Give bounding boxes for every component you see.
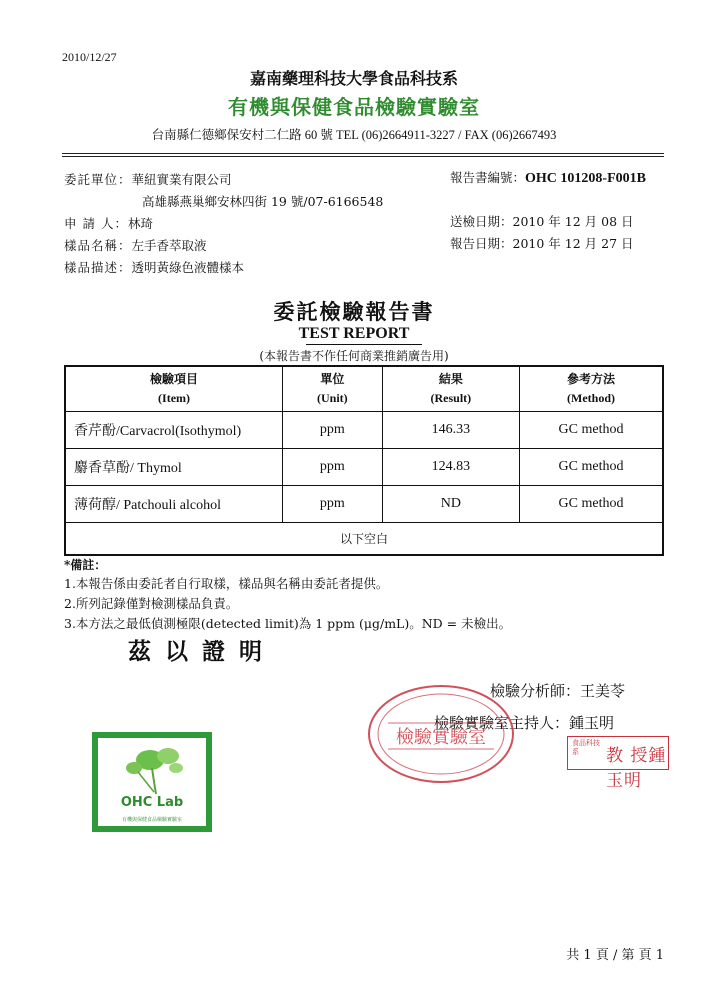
table-blank-row xyxy=(65,523,663,556)
table-row xyxy=(65,486,663,523)
sample-desc-row xyxy=(64,258,244,276)
sample-desc-value: 透明黃綠色液體樣本 xyxy=(131,260,245,275)
cell-method: GC method xyxy=(520,486,663,523)
lab-address: 台南縣仁德鄉保安村二仁路 60 號 TEL (06)2664911-3227 / FAX (06)2667493 xyxy=(151,128,557,142)
report-number-row xyxy=(450,168,646,187)
header-unit: 單位 (Unit) xyxy=(283,366,383,412)
sent-date-row xyxy=(450,212,634,230)
table-row xyxy=(65,412,663,449)
report-title-cn: 委託檢驗報告書 xyxy=(273,299,435,324)
report-notice: (本報告書不作任何商業推銷廣告用) xyxy=(259,349,449,363)
blank-note: 以下空白 xyxy=(65,523,663,556)
sample-name-row xyxy=(64,236,207,254)
seal-name: 教 授鍾玉明 xyxy=(606,746,667,791)
logo-subtext: 有機與保健食品檢驗實驗室 xyxy=(121,817,182,823)
client-unit-row xyxy=(64,170,232,188)
cell-item: 香芹酚/Carvacrol(Isothymol) xyxy=(65,412,283,449)
analyst-signature: 檢驗分析師：王美苓 xyxy=(490,682,626,700)
certification-text: 茲以證明 xyxy=(128,638,276,665)
header-method: 參考方法 (Method) xyxy=(520,366,663,412)
applicant-row xyxy=(64,214,153,232)
cell-result: 146.33 xyxy=(382,412,519,449)
client-unit-label: 委託單位： xyxy=(64,172,132,187)
header-divider-top xyxy=(62,153,664,154)
applicant-value: 林琦 xyxy=(127,216,153,231)
note-item: 1.本報告係由委託者自行取樣，樣品與名稱由委託者提供。 xyxy=(64,576,389,591)
note-item: 2.所列記錄僅對檢測樣品負責。 xyxy=(64,596,239,611)
lab-name: 有機與保健食品檢驗實驗室 xyxy=(228,95,480,119)
cell-result: 124.83 xyxy=(382,449,519,486)
cell-unit: ppm xyxy=(283,449,383,486)
report-date: 2010/12/27 xyxy=(62,50,117,64)
title-underline xyxy=(306,344,422,345)
report-date-row xyxy=(450,234,634,252)
sent-date-value: 2010 年 12 月 08 日 xyxy=(512,214,634,229)
ohc-lab-logo xyxy=(92,732,212,832)
report-date-value: 2010 年 12 月 27 日 xyxy=(512,236,634,251)
client-address: 高雄縣燕巢鄉安林四街 19 號/07-6166548 xyxy=(142,194,384,209)
department-name: 嘉南藥理科技大學食品科技系 xyxy=(249,69,458,88)
sprout-icon xyxy=(98,738,206,796)
sample-desc-label: 樣品描述： xyxy=(64,260,132,275)
cell-item: 麝香草酚/ Thymol xyxy=(65,449,283,486)
header-result: 結果 (Result) xyxy=(382,366,519,412)
applicant-label: 申 請 人： xyxy=(64,216,128,231)
report-date-label: 報告日期： xyxy=(450,236,513,251)
header-divider-bottom xyxy=(62,156,664,157)
page-number: 共 1 頁 / 第 頁 1 xyxy=(566,948,664,963)
cell-method: GC method xyxy=(520,449,663,486)
notes-heading: *備註： xyxy=(64,558,107,572)
client-unit-value: 華紐實業有限公司 xyxy=(131,172,232,187)
supervisor-signature: 檢驗實驗室主持人：鍾玉明 xyxy=(434,714,615,732)
sample-name-value: 左手香萃取液 xyxy=(131,238,207,253)
report-title-en: TEST REPORT xyxy=(298,325,410,342)
cell-method: GC method xyxy=(520,412,663,449)
sent-date-label: 送檢日期： xyxy=(450,214,513,229)
report-number-value: OHC 101208-F001B xyxy=(525,171,646,186)
header-item: 檢驗項目 (Item) xyxy=(65,366,283,412)
cell-unit: ppm xyxy=(283,486,383,523)
note-item: 3.本方法之最低偵測極限(detected limit)為 1 ppm (μg/mL)。ND = 未檢出。 xyxy=(64,616,512,631)
report-number-label: 報告書編號： xyxy=(450,170,526,185)
cell-result: ND xyxy=(382,486,519,523)
stamp-center-text: 檢驗實驗室 xyxy=(396,727,486,748)
table-header-row xyxy=(65,366,663,412)
table-row xyxy=(65,449,663,486)
cell-unit: ppm xyxy=(283,412,383,449)
seal-department: 食品科技系 xyxy=(572,739,600,756)
personal-seal xyxy=(567,736,669,791)
logo-text: OHC Lab xyxy=(120,795,184,810)
results-table xyxy=(64,365,664,556)
sample-name-label: 樣品名稱： xyxy=(64,238,132,253)
cell-item: 薄荷醇/ Patchouli alcohol xyxy=(65,486,283,523)
lab-stamp-icon xyxy=(366,683,516,785)
